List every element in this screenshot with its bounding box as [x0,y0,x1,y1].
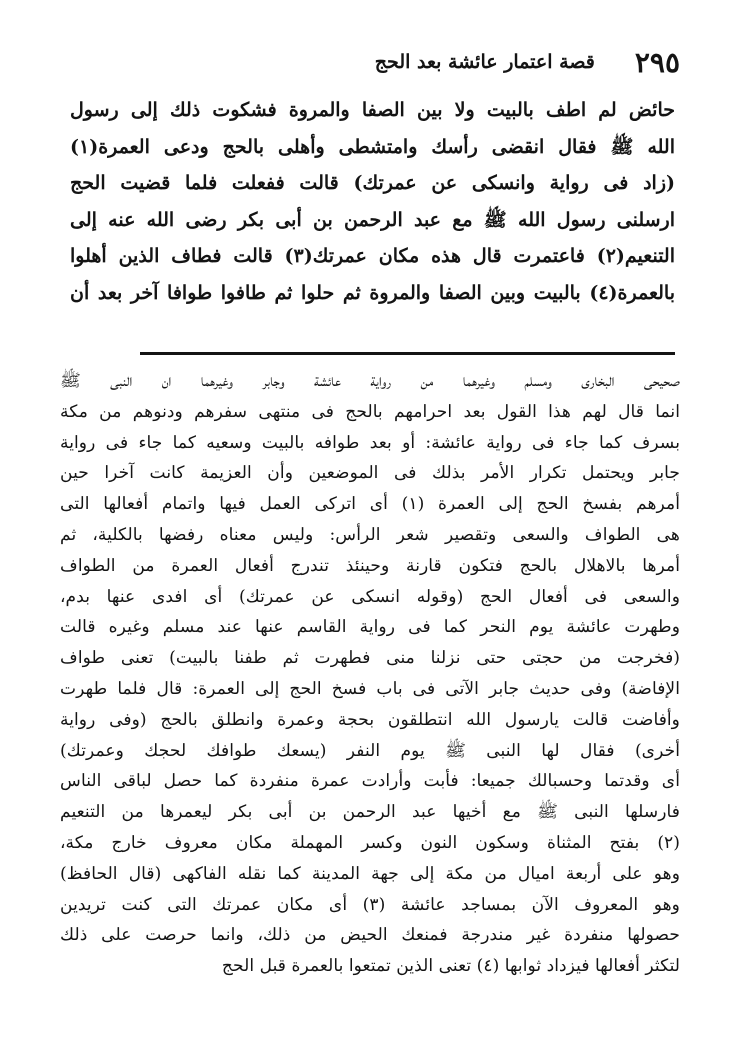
page-header [60,40,690,84]
main-text-line: الله ﷺ فقال انقضى رأسك وامتشطى وأهلى بالحج ودعى العمرة(١) [70,135,675,158]
main-text-line: بالعمرة(٤) بالبيت وبين الصفا والمروة ثم حلوا ثم طافوا طوافا آخر بعد أن [70,281,675,304]
footnote-line: لتكثر أفعالها فيزداد ثوابها (٤) تعنى الذين تمتعوا بالعمرة قبل الحج [221,956,680,977]
main-text-line: التنعيم(٢) فاعتمرت قال هذه مكان عمرتك(٣) قالت فطاف الذين أهلوا [70,245,675,267]
footnote-line: صحيحى البخارى ومسلم وغيرهما من رواية عائشة وجابر وغيرهما ان النبى ﷺ [60,371,680,391]
footnote-line: هى الطواف والسعى وتقصير شعر الرأس: وليس معناه رفضها بالكلية، ثم [60,524,680,545]
footnote-line: (٢) بفتح المثناة وسكون النون وكسر المهملة مكان معروف خارج مكة، [60,832,680,853]
footnote-line: أمرها بالاهلال بالحج فتكون قارنة وحينئذ تندرج أفعال العمرة من الطواف [60,555,680,576]
main-text-line: ارسلنى رسول الله ﷺ مع عبد الرحمن بن أبى بكر رضى الله عنه إلى [70,208,675,231]
footnote-line: أخرى) فقال لها النبى ﷺ يوم النفر (يسعك طوافك لحجك وعمرتك) [60,740,680,761]
main-text-line: (زاد فى رواية وانسكى عن عمرتك) قالت ففعلت فلما قضيت الحج [70,172,675,194]
footnote-line: والسعى فى أفعال الحج (وقوله انسكى عن عمرتك) أى افدى عنها بدم، [60,586,680,607]
footnote-line: جابر ويحتمل تكرار الأمر بذلك فى الموضعين وأن العزيمة كانت آخرا حين [60,463,680,484]
footnotes [60,366,680,982]
footnote-line: أى وقدتما وحسبالك جميعا: فأبت وأرادت عمرة منفردة كما حصل لباقى الناس [60,771,680,792]
page-number: ٢٩٥ [634,45,680,79]
footnote-line: الإفاضة) وفى حديث جابر الآتى فى باب فسخ الحج إلى العمرة: قال فلما طهرت [60,678,680,699]
footnote-line: انما قال لهم هذا القول بعد احرامهم بالحج فى منتهى سفرهم ودنوهم من مكة [60,401,680,422]
footnote-line: بسرف كما جاء فى رواية عائشة: أو بعد طوافه بالبيت وسعيه كما جاء فى رواية [60,432,680,453]
running-title: قصة اعتمار عائشة بعد الحج [374,51,595,73]
footnote-line: وهو المعروف الآن بمساجد عائشة (٣) أى مكان عمرتك التى كنت تريدين [60,894,680,915]
footnote-line: وأفاضت قالت يارسول الله انتطلقون بحجة وعمرة وانطلق بالحج (وفى رواية [60,709,680,730]
footnote-line: أمرهم بفسخ الحج إلى العمرة (١) أى اتركى العمل فيها واتمام أفعالها التى [60,494,680,515]
footnote-line: وطهرت عائشة يوم النحر كما فى رواية القاسم عنها عند مسلم وغيره قالت [60,617,680,638]
footnote-line: (فخرجت من حجتى حتى نزلنا منى فطهرت ثم طفنا بالبيت) تعنى طواف [60,648,680,669]
footnote-divider [140,352,675,355]
main-text [70,92,675,311]
main-text-line: حائض لم اطف بالبيت ولا بين الصفا والمروة فشكوت ذلك إلى رسول [70,99,675,121]
footnote-line: حصولها منفردة غير مندرجة فمنعك الحيض من ذلك، وانما حرصت على ذلك [60,925,680,946]
footnote-line: وهو على أربعة اميال من مكة إلى جهة المدينة كما نقله الفاكهى (قال الحافظ) [60,863,680,884]
footnote-line: فارسلها النبى ﷺ مع أخيها عبد الرحمن بن أبى بكر ليعمرها من التنعيم [60,802,680,823]
